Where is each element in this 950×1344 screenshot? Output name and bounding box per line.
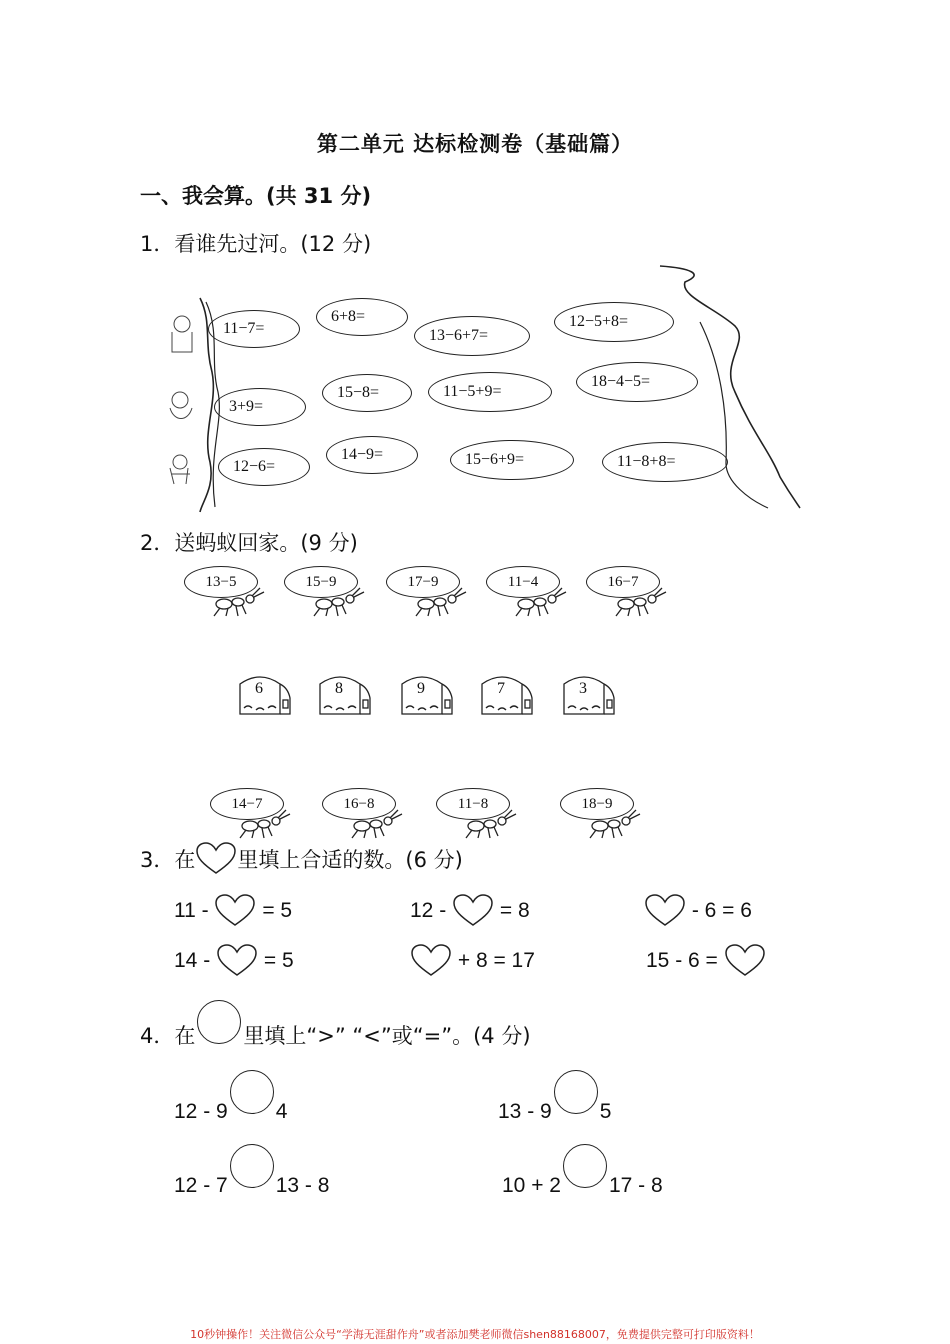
compare-right: 17 - 8: [608, 1174, 663, 1197]
equation-right: - 6 = 6: [691, 899, 752, 922]
oval-problem: 11−5+9=: [428, 372, 552, 412]
ant-icon: [210, 788, 296, 844]
ant-expression: 15−9: [284, 566, 358, 598]
animal-figure-2: [170, 392, 192, 419]
page-title: 第二单元 达标检测卷（基础篇）: [316, 132, 634, 156]
question-3-label-post: 里填上合适的数。(6 分): [237, 848, 463, 872]
compare-item: [174, 1146, 329, 1198]
ant-card: [486, 566, 572, 622]
oval-problem: 11−7=: [208, 310, 300, 348]
fill-heart-equation: [646, 944, 766, 978]
house: [316, 670, 374, 718]
animal-figure-3: [170, 455, 190, 484]
heart-blank-icon[interactable]: [644, 894, 686, 928]
compare-right: 13 - 8: [275, 1174, 330, 1197]
oval-problem: 15−8=: [322, 374, 412, 412]
heart-blank-icon[interactable]: [452, 894, 494, 928]
fill-heart-equation: [410, 944, 535, 978]
circle-icon: [197, 1000, 241, 1044]
compare-left: 10 + 2: [502, 1174, 561, 1197]
ant-card: [210, 788, 296, 844]
question-2-label: 2．送蚂蚁回家。(9 分): [140, 531, 358, 555]
ant-icon: [486, 566, 572, 622]
compare-circle-blank[interactable]: [563, 1144, 607, 1188]
compare-item: [502, 1146, 663, 1198]
equation-left: 11 -: [174, 899, 209, 922]
compare-left: 13 - 9: [498, 1100, 552, 1123]
ant-icon: [322, 788, 408, 844]
house: [398, 670, 456, 718]
oval-problem: 3+9=: [214, 388, 306, 426]
heart-blank-icon[interactable]: [724, 944, 766, 978]
ant-expression: 13−5: [184, 566, 258, 598]
ant-expression: 17−9: [386, 566, 460, 598]
question-3-label: [140, 842, 463, 876]
house: [478, 670, 536, 718]
oval-problem: 18−4−5=: [576, 362, 698, 402]
ant-card: [586, 566, 672, 622]
house: [236, 670, 294, 718]
fill-heart-equation: [410, 894, 530, 928]
equation-left: 12 -: [410, 899, 447, 922]
compare-item: [498, 1072, 611, 1124]
house-number: 3: [579, 680, 587, 697]
heart-blank-icon[interactable]: [214, 894, 256, 928]
house-number: 8: [335, 680, 343, 697]
ant-icon: [184, 566, 270, 622]
compare-circle-blank[interactable]: [554, 1070, 598, 1114]
oval-problem: 6+8=: [316, 298, 408, 336]
ant-icon: [436, 788, 522, 844]
heart-blank-icon[interactable]: [216, 944, 258, 978]
footer-note: 10秒钟操作！关注微信公众号“学海无涯甜作舟”或者添加樊老师微信shen88168007，免费提供完整可打印版资料！: [190, 1328, 760, 1341]
fill-heart-equation: [174, 944, 294, 978]
compare-circle-blank[interactable]: [230, 1144, 274, 1188]
ant-card: [436, 788, 522, 844]
equation-right: + 8 = 17: [457, 949, 535, 972]
oval-problem: 11−8+8=: [602, 442, 728, 482]
ant-card: [184, 566, 270, 622]
heart-blank-icon[interactable]: [410, 944, 452, 978]
ant-card: [284, 566, 370, 622]
equation-left: 15 - 6 =: [646, 949, 718, 972]
ant-icon: [386, 566, 472, 622]
ant-card: [386, 566, 472, 622]
compare-circle-blank[interactable]: [230, 1070, 274, 1114]
question-4-label-pre: 4．在: [140, 1024, 196, 1048]
oval-problem: 13−6+7=: [414, 316, 530, 356]
question-3-label-pre: 3．在: [140, 848, 196, 872]
ant-card: [322, 788, 408, 844]
section-heading: 一、我会算。(共 31 分): [140, 184, 372, 208]
equation-right: = 5: [263, 949, 294, 972]
fill-heart-equation: [174, 894, 292, 928]
heart-icon: [195, 842, 237, 876]
ant-icon: [284, 566, 370, 622]
ant-icon: [560, 788, 646, 844]
ant-expression: 16−8: [322, 788, 396, 820]
compare-left: 12 - 7: [174, 1174, 228, 1197]
equation-right: = 5: [262, 899, 293, 922]
ant-expression: 16−7: [586, 566, 660, 598]
compare-item: [174, 1072, 287, 1124]
house-number: 9: [417, 680, 425, 697]
compare-right: 4: [275, 1100, 288, 1123]
oval-problem: 15−6+9=: [450, 440, 574, 480]
question-1-label: 1．看谁先过河。(12 分): [140, 232, 372, 256]
ant-expression: 11−4: [486, 566, 560, 598]
ant-card: [560, 788, 646, 844]
house-number: 6: [255, 680, 263, 697]
ant-expression: 11−8: [436, 788, 510, 820]
question-4-label: [140, 1000, 531, 1050]
oval-problem: 12−5+8=: [554, 302, 674, 342]
fill-heart-equation: [644, 894, 752, 928]
child-figure-1: [172, 316, 192, 352]
oval-problem: 12−6=: [218, 448, 310, 486]
equation-right: = 8: [499, 899, 530, 922]
house-number: 7: [497, 680, 505, 697]
compare-right: 5: [599, 1100, 612, 1123]
ant-icon: [586, 566, 672, 622]
compare-left: 12 - 9: [174, 1100, 228, 1123]
question-4-label-post: 里填上“>” “<”或“=”。(4 分): [243, 1024, 531, 1048]
ant-expression: 18−9: [560, 788, 634, 820]
house: [560, 670, 618, 718]
equation-left: 14 -: [174, 949, 211, 972]
ant-expression: 14−7: [210, 788, 284, 820]
oval-problem: 14−9=: [326, 436, 418, 474]
